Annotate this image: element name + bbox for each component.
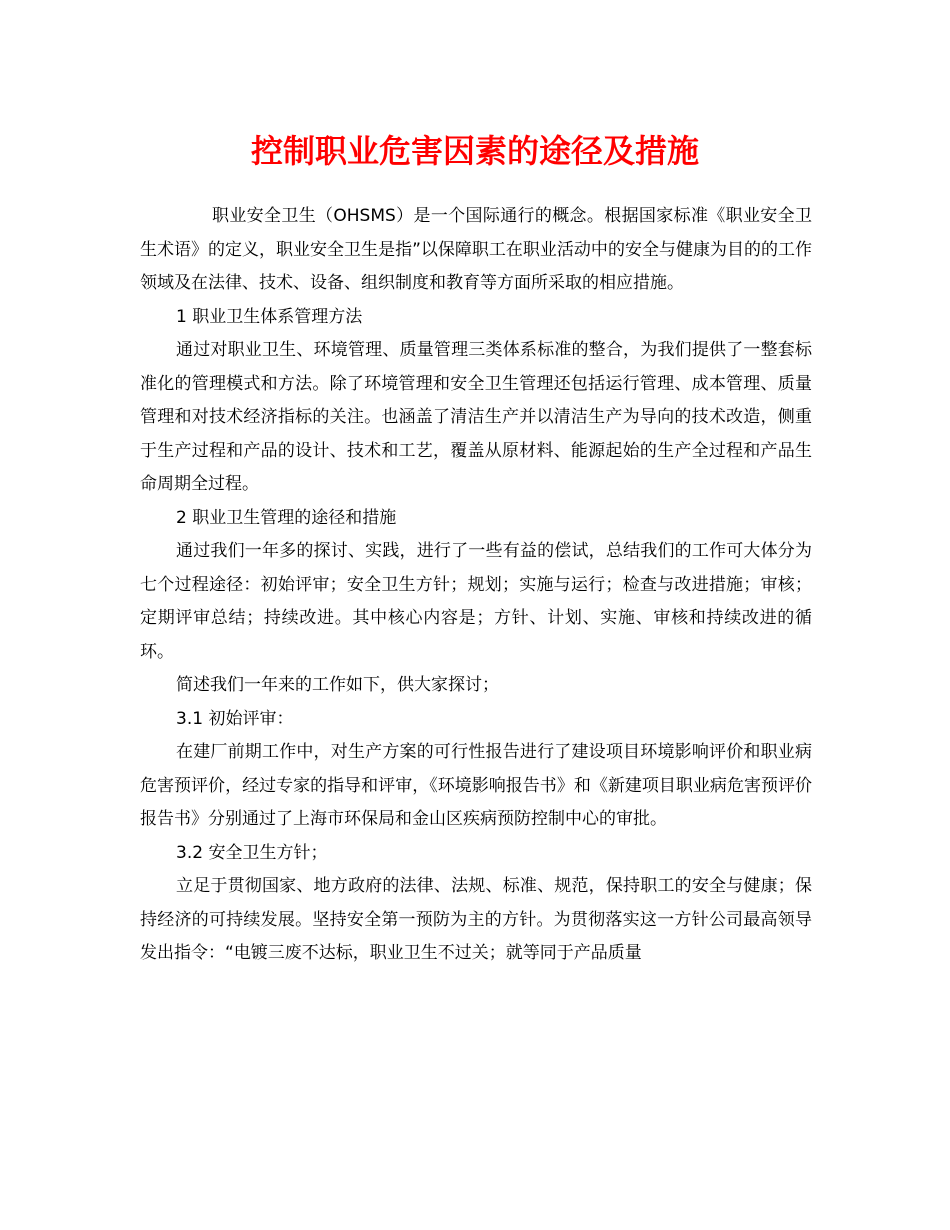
- section-heading-3-2: 3.2 安全卫生方针；: [176, 842, 328, 863]
- section-2-paragraph: 通过我们一年多的探讨、实践，进行了一些有益的偿试，总结我们的工作可大体分为七个过程途径：初始评审；安全卫生方针；规划；实施与运行；检查与改进措施；审核；定期评审总结；持续改进。其中核心内容是；方针、计划、实施、审核和持续改进的循环。: [140, 541, 812, 662]
- section-heading-2: 2 职业卫生管理的途径和措施: [176, 507, 397, 528]
- section-3-2-paragraph: 立足于贯彻国家、地方政府的法律、法规、标准、规范，保持职工的安全与健康；保持经济的可持续发展。坚持安全第一预防为主的方针。为贯彻落实这一方针公司最高领导发出指令：“电镀三废不达标，职业卫生不过关；就等同于产品质量: [140, 876, 812, 963]
- section-3-1-paragraph: 在建厂前期工作中，对生产方案的可行性报告进行了建设项目环境影响评价和职业病危害预评价，经过专家的指导和评审，《环境影响报告书》和《新建项目职业病危害预评价报告书》分别通过了上海市环保局和金山区疾病预防控制中心的审批。: [140, 742, 812, 829]
- document-body: [140, 200, 812, 971]
- section-heading-3-1: 3.1 初始评审：: [176, 708, 294, 729]
- document-title: 控制职业危害因素的途径及措施: [250, 132, 699, 170]
- summary-paragraph: 简述我们一年来的工作如下，供大家探讨；: [176, 675, 499, 695]
- section-1-paragraph: 通过对职业卫生、环境管理、质量管理三类体系标准的整合，为我们提供了一整套标准化的管理模式和方法。除了环境管理和安全卫生管理还包括运行管理、成本管理、质量管理和对技术经济指标的关注。也涵盖了清洁生产并以清洁生产为导向的技术改造，侧重于生产过程和产品的设计、技术和工艺，覆盖从原材料、能源起始的生产全过程和产品生命周期全过程。: [140, 340, 812, 494]
- section-heading-1: 1 职业卫生体系管理方法: [176, 306, 363, 327]
- intro-paragraph: 职业安全卫生（OHSMS）是一个国际通行的概念。根据国家标准《职业安全卫生术语》的定义，职业安全卫生是指”以保障职工在职业活动中的安全与健康为目的的工作领域及在法律、技术、设备、组织制度和教育等方面所采取的相应措施。: [140, 206, 812, 293]
